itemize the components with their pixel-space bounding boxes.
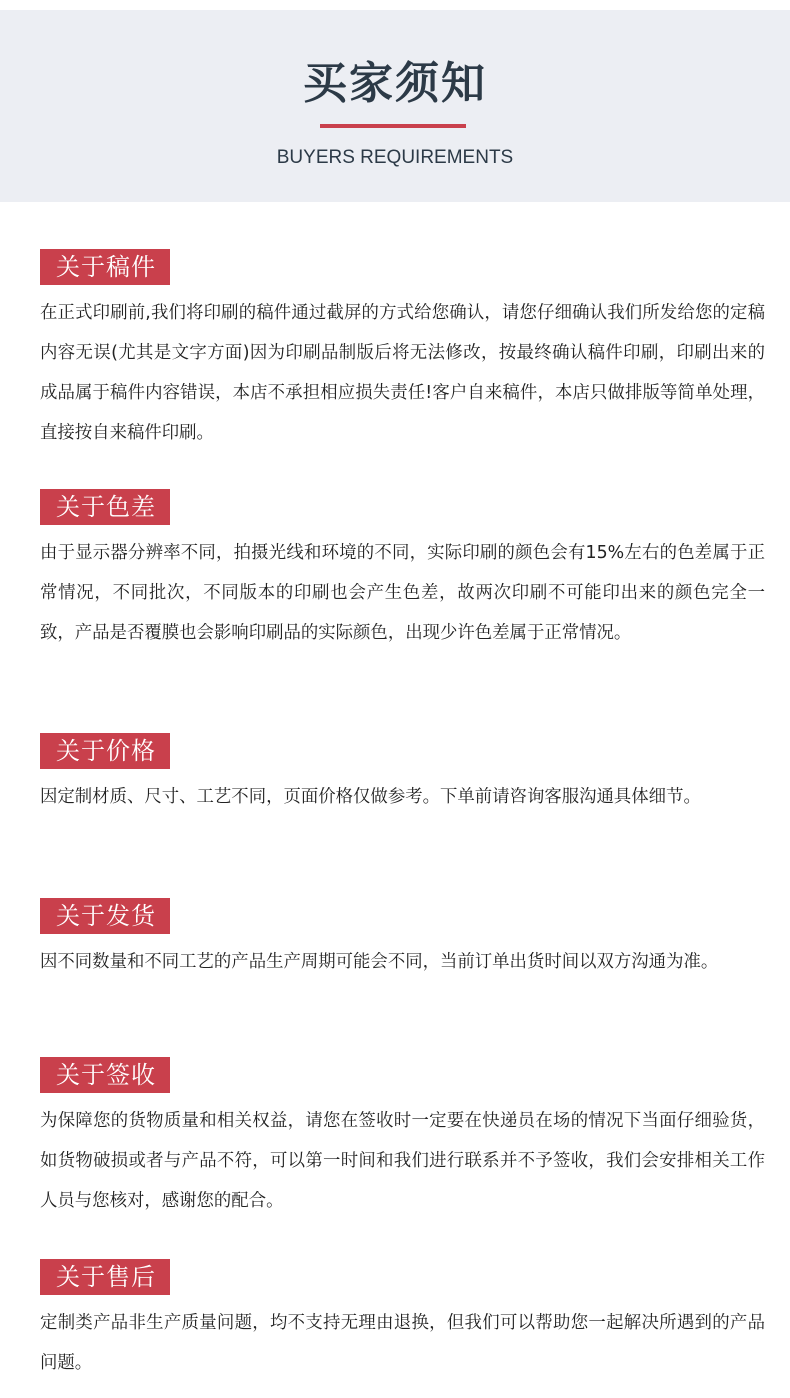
page-subtitle: BUYERS REQUIREMENTS (276, 147, 514, 168)
page-title: 买家须知 (303, 58, 487, 109)
section-delivery-receipt (40, 1057, 765, 1221)
section-tag: 关于价格 (40, 733, 170, 769)
section-shipping (40, 898, 765, 982)
section-body: 定制类产品非生产质量问题，均不支持无理由退换，但我们可以帮助您一起解决所遇到的产品问题。 (40, 1313, 765, 1373)
section-tag: 关于签收 (40, 1057, 170, 1093)
section-price (40, 733, 765, 817)
section-color-difference (40, 489, 765, 653)
section-tag: 关于发货 (40, 898, 170, 934)
section-body: 为保障您的货物质量和相关权益，请您在签收时一定要在快递员在场的情况下当面仔细验货，如货物破损或者与产品不符，可以第一时间和我们进行联系并不予签收，我们会安排相关工作人员与您核对，感谢您的配合。 (40, 1111, 765, 1211)
section-tag: 关于售后 (40, 1259, 170, 1295)
page-header (0, 10, 790, 202)
section-after-sales (40, 1259, 765, 1383)
section-body: 在正式印刷前,我们将印刷的稿件通过截屏的方式给您确认，请您仔细确认我们所发给您的定稿内容无误(尤其是文字方面)因为印刷品制版后将无法修改，按最终确认稿件印刷，印刷出来的成品属于稿件内容错误，本店不承担相应损失责任!客户自来稿件，本店只做排版等简单处理，直接按自来稿件印刷。 (40, 303, 765, 443)
section-body: 因不同数量和不同工艺的产品生产周期可能会不同，当前订单出货时间以双方沟通为准。 (40, 952, 719, 972)
section-body: 由于显示器分辨率不同，拍摄光线和环境的不同，实际印刷的颜色会有15%左右的色差属于正常情况，不同批次，不同版本的印刷也会产生色差，故两次印刷不可能印出来的颜色完全一致，产品是否覆膜也会影响印刷品的实际颜色，出现少许色差属于正常情况。 (40, 543, 765, 643)
section-tag: 关于稿件 (40, 249, 170, 285)
title-underline (320, 124, 466, 128)
section-tag: 关于色差 (40, 489, 170, 525)
section-body: 因定制材质、尺寸、工艺不同，页面价格仅做参考。下单前请咨询客服沟通具体细节。 (40, 787, 701, 807)
section-manuscript (40, 249, 765, 453)
